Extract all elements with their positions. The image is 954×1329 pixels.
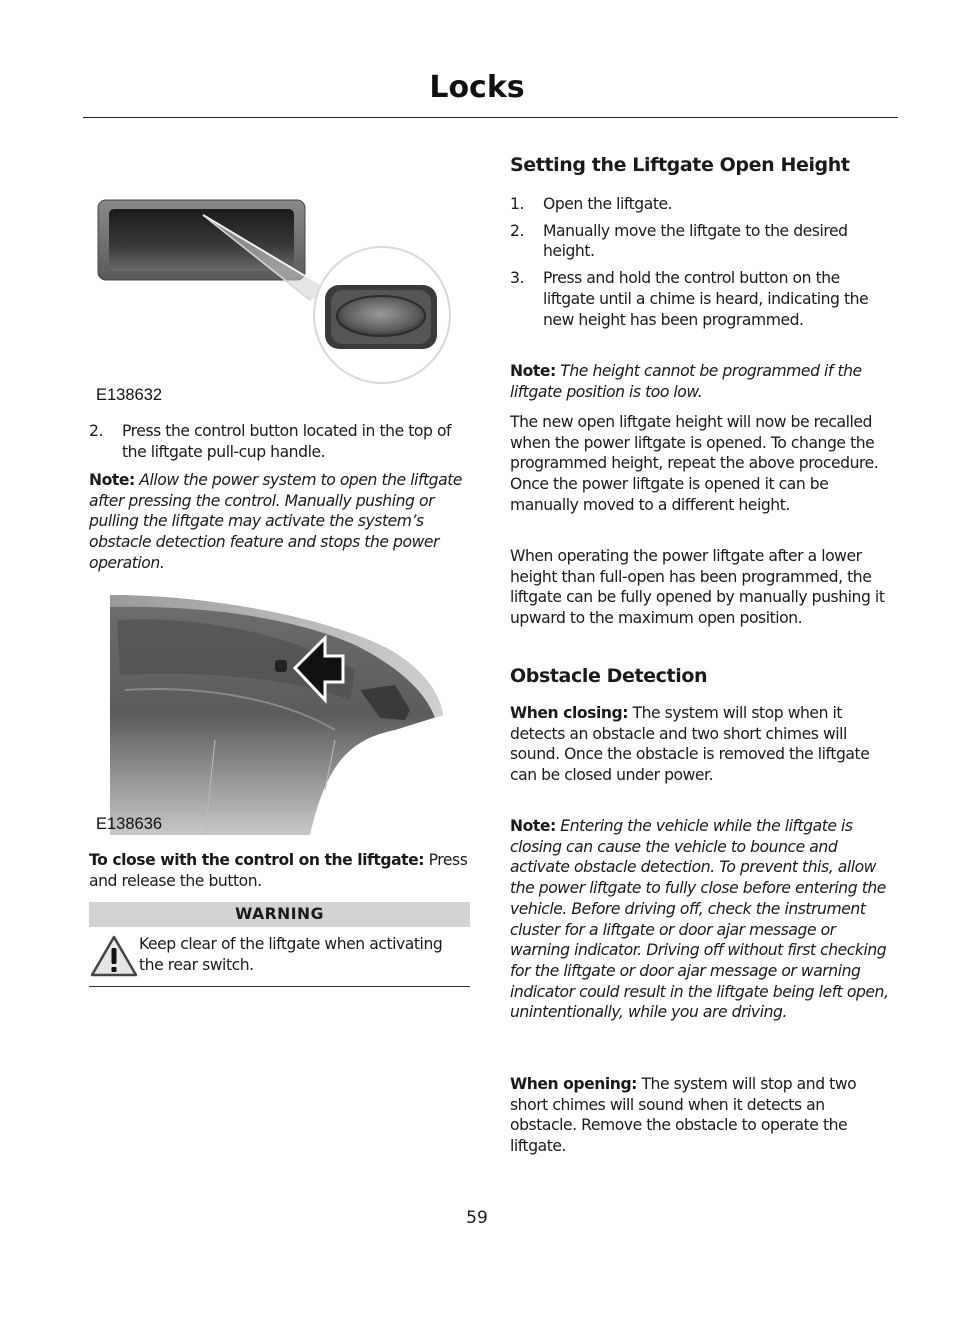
note-label: Note: <box>89 471 135 489</box>
note-text: Allow the power system to open the liftgate after pressing the control. Manually pushing or pulling the liftgate may activate the system’s obstacle detection feature and stops the power operation. <box>89 471 463 572</box>
body-paragraph: The new open liftgate height will now be recalled when the power liftgate is opened. To change the programmed height, repeat the above procedure. Once the power liftgate is opened it can be manually moved to a different height. <box>510 413 879 514</box>
note-text: The height cannot be programmed if the liftgate position is too low. <box>510 362 862 401</box>
list-item <box>510 194 892 215</box>
paragraph-text: The system will stop and two short chimes will sound when it detects an obstacle. Remove the obstacle to operate the liftgate. <box>510 1075 857 1156</box>
step-text: Press and hold the control button on the liftgate until a chime is heard, indicating the new height has been programmed. <box>543 269 869 329</box>
figure-code: E138632 <box>96 386 163 404</box>
step-text: Manually move the liftgate to the desired height. <box>543 221 848 261</box>
body-paragraph <box>510 703 892 786</box>
body-paragraph: When operating the power liftgate after a lower height than full-open has been programmed, the liftgate can be fully opened by manually pushing it upward to the maximum open position. <box>510 547 885 628</box>
figure-liftgate-switch <box>95 590 460 835</box>
page-number: 59 <box>466 1208 488 1228</box>
instruction-paragraph <box>89 850 470 891</box>
warning-divider <box>89 986 470 987</box>
warning-text: Keep clear of the liftgate when activating the rear switch. <box>139 935 443 974</box>
note-paragraph <box>510 361 892 402</box>
page-title: Locks <box>429 70 525 105</box>
step-number: 1. <box>510 195 524 213</box>
instruction-text: Press and release the button. <box>89 851 468 890</box>
paragraph-label: When opening: <box>510 1075 637 1093</box>
list-item <box>510 268 892 330</box>
list-item <box>510 221 892 262</box>
note-paragraph <box>510 816 892 1023</box>
step-text: Open the liftgate. <box>543 195 673 213</box>
instruction-label: To close with the control on the liftgate: <box>89 851 425 869</box>
steps-list <box>510 194 892 330</box>
step-number: 2. <box>89 422 103 440</box>
note-label: Note: <box>510 817 556 835</box>
note-label: Note: <box>510 362 556 380</box>
list-item <box>89 421 470 462</box>
warning-header: WARNING <box>89 902 470 927</box>
warning-box <box>89 902 470 982</box>
body-paragraph <box>510 1074 892 1157</box>
title-divider <box>83 117 898 118</box>
paragraph-label: When closing: <box>510 704 628 722</box>
section-heading: Obstacle Detection <box>510 665 708 687</box>
step-number: 2. <box>510 221 524 240</box>
figure-code: E138636 <box>96 815 163 833</box>
step-number: 3. <box>510 269 524 288</box>
step-text: Press the control button located in the top of the liftgate pull-cup handle. <box>122 422 452 461</box>
section-heading: Setting the Liftgate Open Height <box>510 154 850 176</box>
note-paragraph <box>89 470 470 574</box>
figure-pull-cup-handle <box>95 195 460 390</box>
note-text: Entering the vehicle while the liftgate is closing can cause the vehicle to bounce and activate obstacle detection. To prevent this, allow the power liftgate to fully close before entering the vehicle. Before driving off, check the instrument cluster for a liftgate or door ajar message or warning indicator. Driving off without first checking for the liftgate or door ajar message or warning indicator could result in the liftgate being left open, unintentionally, while you are driving. <box>510 817 889 1022</box>
paragraph-text: The system will stop when it detects an obstacle and two short chimes will sound. Once the obstacle is removed the liftgate can be closed under power. <box>510 704 870 785</box>
warning-triangle-icon <box>89 934 139 982</box>
